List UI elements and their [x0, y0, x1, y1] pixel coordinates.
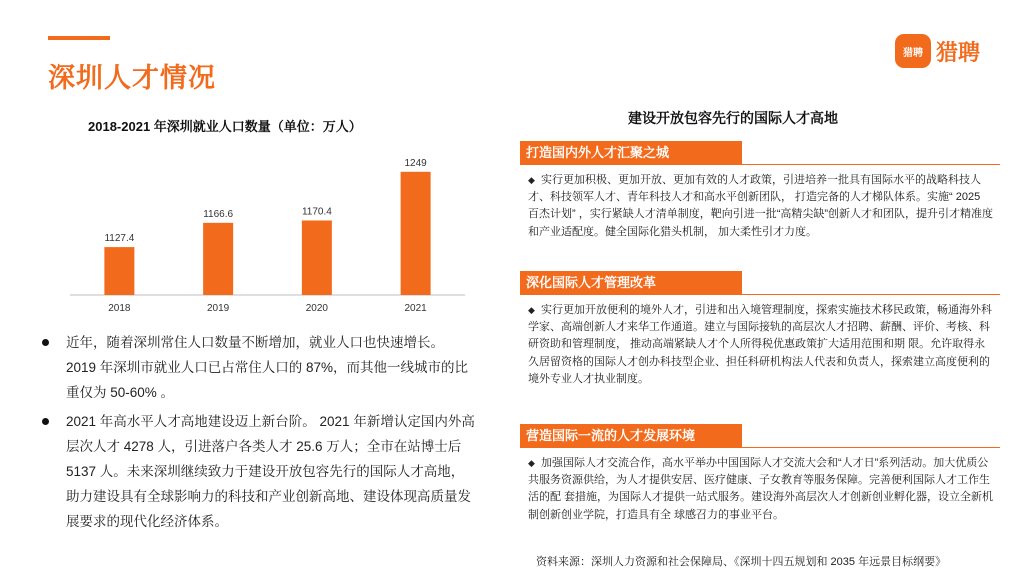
chart-title: 2018-2021 年深圳就业人口数量（单位：万人）: [88, 119, 362, 134]
liepin-logo-icon: 猎聘: [895, 34, 931, 68]
bullet-dot-icon: [42, 418, 49, 425]
section-title-talent-environment: 营造国际一流的人才发展环境: [520, 424, 742, 448]
data-label-2021: 1249: [404, 157, 427, 169]
data-label-2018: 1127.4: [104, 233, 135, 245]
section-divider: [520, 164, 1000, 165]
section-title-talent-hub: 打造国内外人才汇聚之城: [520, 141, 742, 165]
x-tick-label-2020: 2020: [305, 303, 328, 314]
section-body-talent-reform: [528, 302, 994, 388]
bullet-text: 近年，随着深圳常住人口数量不断增加，就业人口也快速增长。 2019 年深圳市就业人口已占常住人口的 87%，而其他一线城市的比重仅为 50-60% 。: [66, 335, 469, 400]
title-accent-rule: [48, 36, 110, 40]
list-item: [40, 330, 476, 405]
source-note: 资料来源：深圳人力资源和社会保障局、《深圳十四五规划和 2035 年远景目标纲要》: [536, 556, 947, 568]
section-divider: [520, 294, 1000, 295]
bullet-text: 2021 年高水平人才高地建设迈上新台阶。 2021 年新增认定国内外高层次人才 4278 人，引进落户各类人才 25.6 万人；全市在站博士后 5137 人。未来深圳继续致力于建设开放包容先行的国际人才高地，助力建设具有全球影响力的科技和产业创新高地、建设体现高质量发展要求的现代化经济体系。: [66, 414, 475, 529]
data-label-2019: 1166.6: [203, 208, 234, 220]
diamond-bullet-icon: ◆: [528, 175, 535, 185]
diamond-bullet-icon: ◆: [528, 305, 535, 315]
brand-name: 猎聘: [936, 39, 981, 65]
section-text: 实行更加开放便利的境外人才，引进和出入境管理制度，探索实施技术移民政策，畅通海外科学家、高端创新人才来华工作通道。建立与国际接轨的高层次人才招聘、薪酬、评价、考核、科研资助和管理制度， 推动高端紧缺人才个人所得税优惠政策扩大适用范围和期 限。允许取得永久居留资格的国际人才创办科技型企业、担任科研机构法人代表和负责人，探索建立高度便利的境外专业人才执业制度。: [528, 304, 992, 385]
bar-2021: [401, 172, 431, 295]
section-body-talent-environment: [528, 455, 994, 524]
section-text: 加强国际人才交流合作，高水平举办中国国际人才交流大会和“人才日”系列活动。加大优质公共服务资源供给，为人才提供安居、医疗健康、子女教育等服务保障。完善便利国际人才工作生活的配 套措施，为国际人才提供一站式服务。建设海外高层次人才创新创业孵化器，设立全新机制创新创业学院，打造具有全 球感召力的事业平台。: [528, 457, 994, 521]
brand: [895, 34, 980, 68]
bullet-dot-icon: [42, 339, 49, 346]
diamond-bullet-icon: ◆: [528, 458, 535, 468]
x-tick-label-2018: 2018: [108, 303, 131, 314]
data-label-2020: 1170.4: [301, 206, 332, 218]
section-text: 实行更加积极、更加开放、更加有效的人才政策，引进培养一批具有国际水平的战略科技人才、科技领军人才、青年科技人才和高水平创新团队， 打造完备的人才梯队体系。实施“ 2025 百杰计划” ，实行紧缺人才清单制度，靶向引进一批“高精尖缺”创新人才和团队，提升引才精准度和产业适配度。健全国际化猎头机制， 加大柔性引才力度。: [528, 174, 994, 238]
section-body-talent-hub: [528, 172, 994, 241]
bar-2020: [302, 220, 332, 295]
right-heading: 建设开放包容先行的国际人才高地: [628, 110, 838, 126]
page-title: 深圳人才情况: [48, 63, 216, 93]
x-tick-label-2021: 2021: [404, 303, 427, 314]
section-divider: [520, 447, 1000, 448]
bar-2019: [203, 223, 233, 295]
bar-2018: [104, 247, 134, 295]
section-title-talent-reform: 深化国际人才管理改革: [520, 271, 742, 295]
x-tick-label-2019: 2019: [207, 303, 230, 314]
employment-bar-chart: [60, 145, 470, 315]
left-bullet-list: [40, 330, 476, 538]
list-item: [40, 409, 476, 534]
